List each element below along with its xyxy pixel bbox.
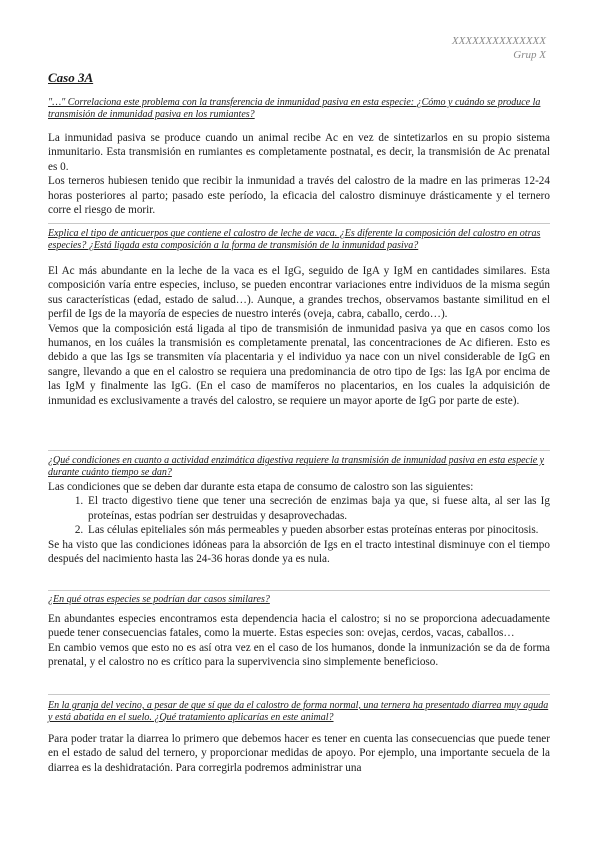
paragraph: Los terneros hubiesen tenido que recibir la inmunidad a través del calostro de la madre en las primeras 12-24 horas posteriores al parto; pasado este período, la eficacia del calostro disminuye drásticamente y el ternero corre el riesgo de morir. [48, 175, 550, 217]
question-1: "…" Correlaciona este problema con la transferencia de inmunidad pasiva en esta especie: ¿Cómo y cuándo se produce la transmisión de inmunidad pasiva en los rumiantes? [48, 97, 541, 120]
page-header [452, 34, 546, 62]
paragraph: En cambio vemos que esto no es así otra vez en el caso de los humanos, donde la inmunización se da de forma prenatal, y el calostro no es crítico para la supervivencia sino simplemente beneficioso. [48, 641, 550, 669]
section-divider [48, 590, 550, 591]
conditions-list [48, 494, 550, 537]
section-divider [48, 223, 550, 224]
question-5: En la granja del vecino, a pesar de que sí que da el calostro de forma normal, una ternera ha presentado diarrea muy aguda y está abatida en el suelo. ¿Qué tratamiento aplicarías en este animal? [48, 700, 549, 723]
paragraph: El Ac más abundante en la leche de la vaca es el IgG, seguido de IgA y IgM en cantidades similares. Esta composición varía entre especies, incluso, se pueden encontrar variaciones entre individuos de la misma según sus características (edad, estado de salud…). Aunque, a grandes trechos, observamos bastante similitud en el perfil de Igs de la mayoría de especies de nuestro interés (oveja, cabra, caballo, cerdo…). [48, 265, 550, 321]
section-divider [48, 450, 550, 451]
question-2: Explica el tipo de anticuerpos que contiene el calostro de leche de vaca. ¿Es diferente la composición del calostro en otras especies? ¿Está ligada esta composición a la forma de transmisión de la inmunidad pasiva? [48, 228, 541, 251]
case-title: Caso 3A [48, 70, 94, 85]
answer-5 [48, 732, 550, 775]
paragraph: La inmunidad pasiva se produce cuando un animal recibe Ac en vez de sintetizarlos en su propio sistema inmunitario. Esta transmisión en rumiantes es completamente postnatal, es decir, la transmisión de Ac prenatal es 0. [48, 132, 550, 173]
group-label: Grup X [513, 49, 546, 61]
paragraph: En abundantes especies encontramos esta dependencia hacia el calostro; si no se proporciona adecuadamente puede tener consecuencias fatales, como la muerte. Estas especies son: ovejas, cerdos, vacas, caballos… [48, 613, 550, 640]
paragraph: Vemos que la composición está ligada al tipo de transmisión de inmunidad pasiva ya que en casos como los humanos, en los cuáles la transmisión es completamente prenatal, las concentraciones de Ac difieren. Esto es debido a que las Igs se transmiten vía placentaria y el individuo ya nace con un nivel considerable de IgG en sangre, llevando a que en el calostro se requiera una predominancia de otro tipo de Igs: las IgA por encima de las IgM y finalmente las IgG. (En el caso de mamíferos no placentarios, en los cuales la adquisición de inmunidad es exclusivamente a través del calostro, se requiere un mayor aporte de IgG por parte de este). [48, 322, 550, 407]
answer-1 [48, 131, 550, 217]
author-name: XXXXXXXXXXXXXX [451, 35, 546, 47]
paragraph: Para poder tratar la diarrea lo primero que debemos hacer es tener en cuenta las consecuencias que puede tener en el estado de salud del ternero, y proporcionar medidas de apoyo. Por ejemplo, una importante secuela de la diarrea es la deshidratación. Para corregirla podremos administrar una [48, 733, 550, 774]
intro-text: Las condiciones que se deben dar durante esta etapa de consumo de calostro son las siguientes: [48, 481, 474, 493]
answer-4 [48, 612, 550, 670]
section-divider [48, 694, 550, 695]
answer-3 [48, 480, 550, 566]
outro-text: Se ha visto que las condiciones idóneas para la absorción de Igs en el tracto intestinal disminuye con el tiempo después del nacimiento hasta las 24-36 horas donde ya es nula. [48, 538, 550, 566]
question-4: ¿En qué otras especies se podrían dar casos similares? [48, 594, 270, 605]
list-item: 2. Las células epiteliales són más permeables y pueden absorber estas proteínas enteras por pinocitosis. [86, 523, 550, 537]
question-3: ¿Qué condiciones en cuanto a actividad enzimática digestiva requiere la transmisión de inmunidad pasiva en esta especie y durante cuánto tiempo se dan? [48, 455, 545, 478]
list-item: 1. El tracto digestivo tiene que tener una secreción de enzimas baja ya que, si fuese alta, al ser las Ig proteínas, estas podrían ser destruidas y desaprovechadas. [86, 494, 550, 523]
answer-2 [48, 264, 550, 408]
